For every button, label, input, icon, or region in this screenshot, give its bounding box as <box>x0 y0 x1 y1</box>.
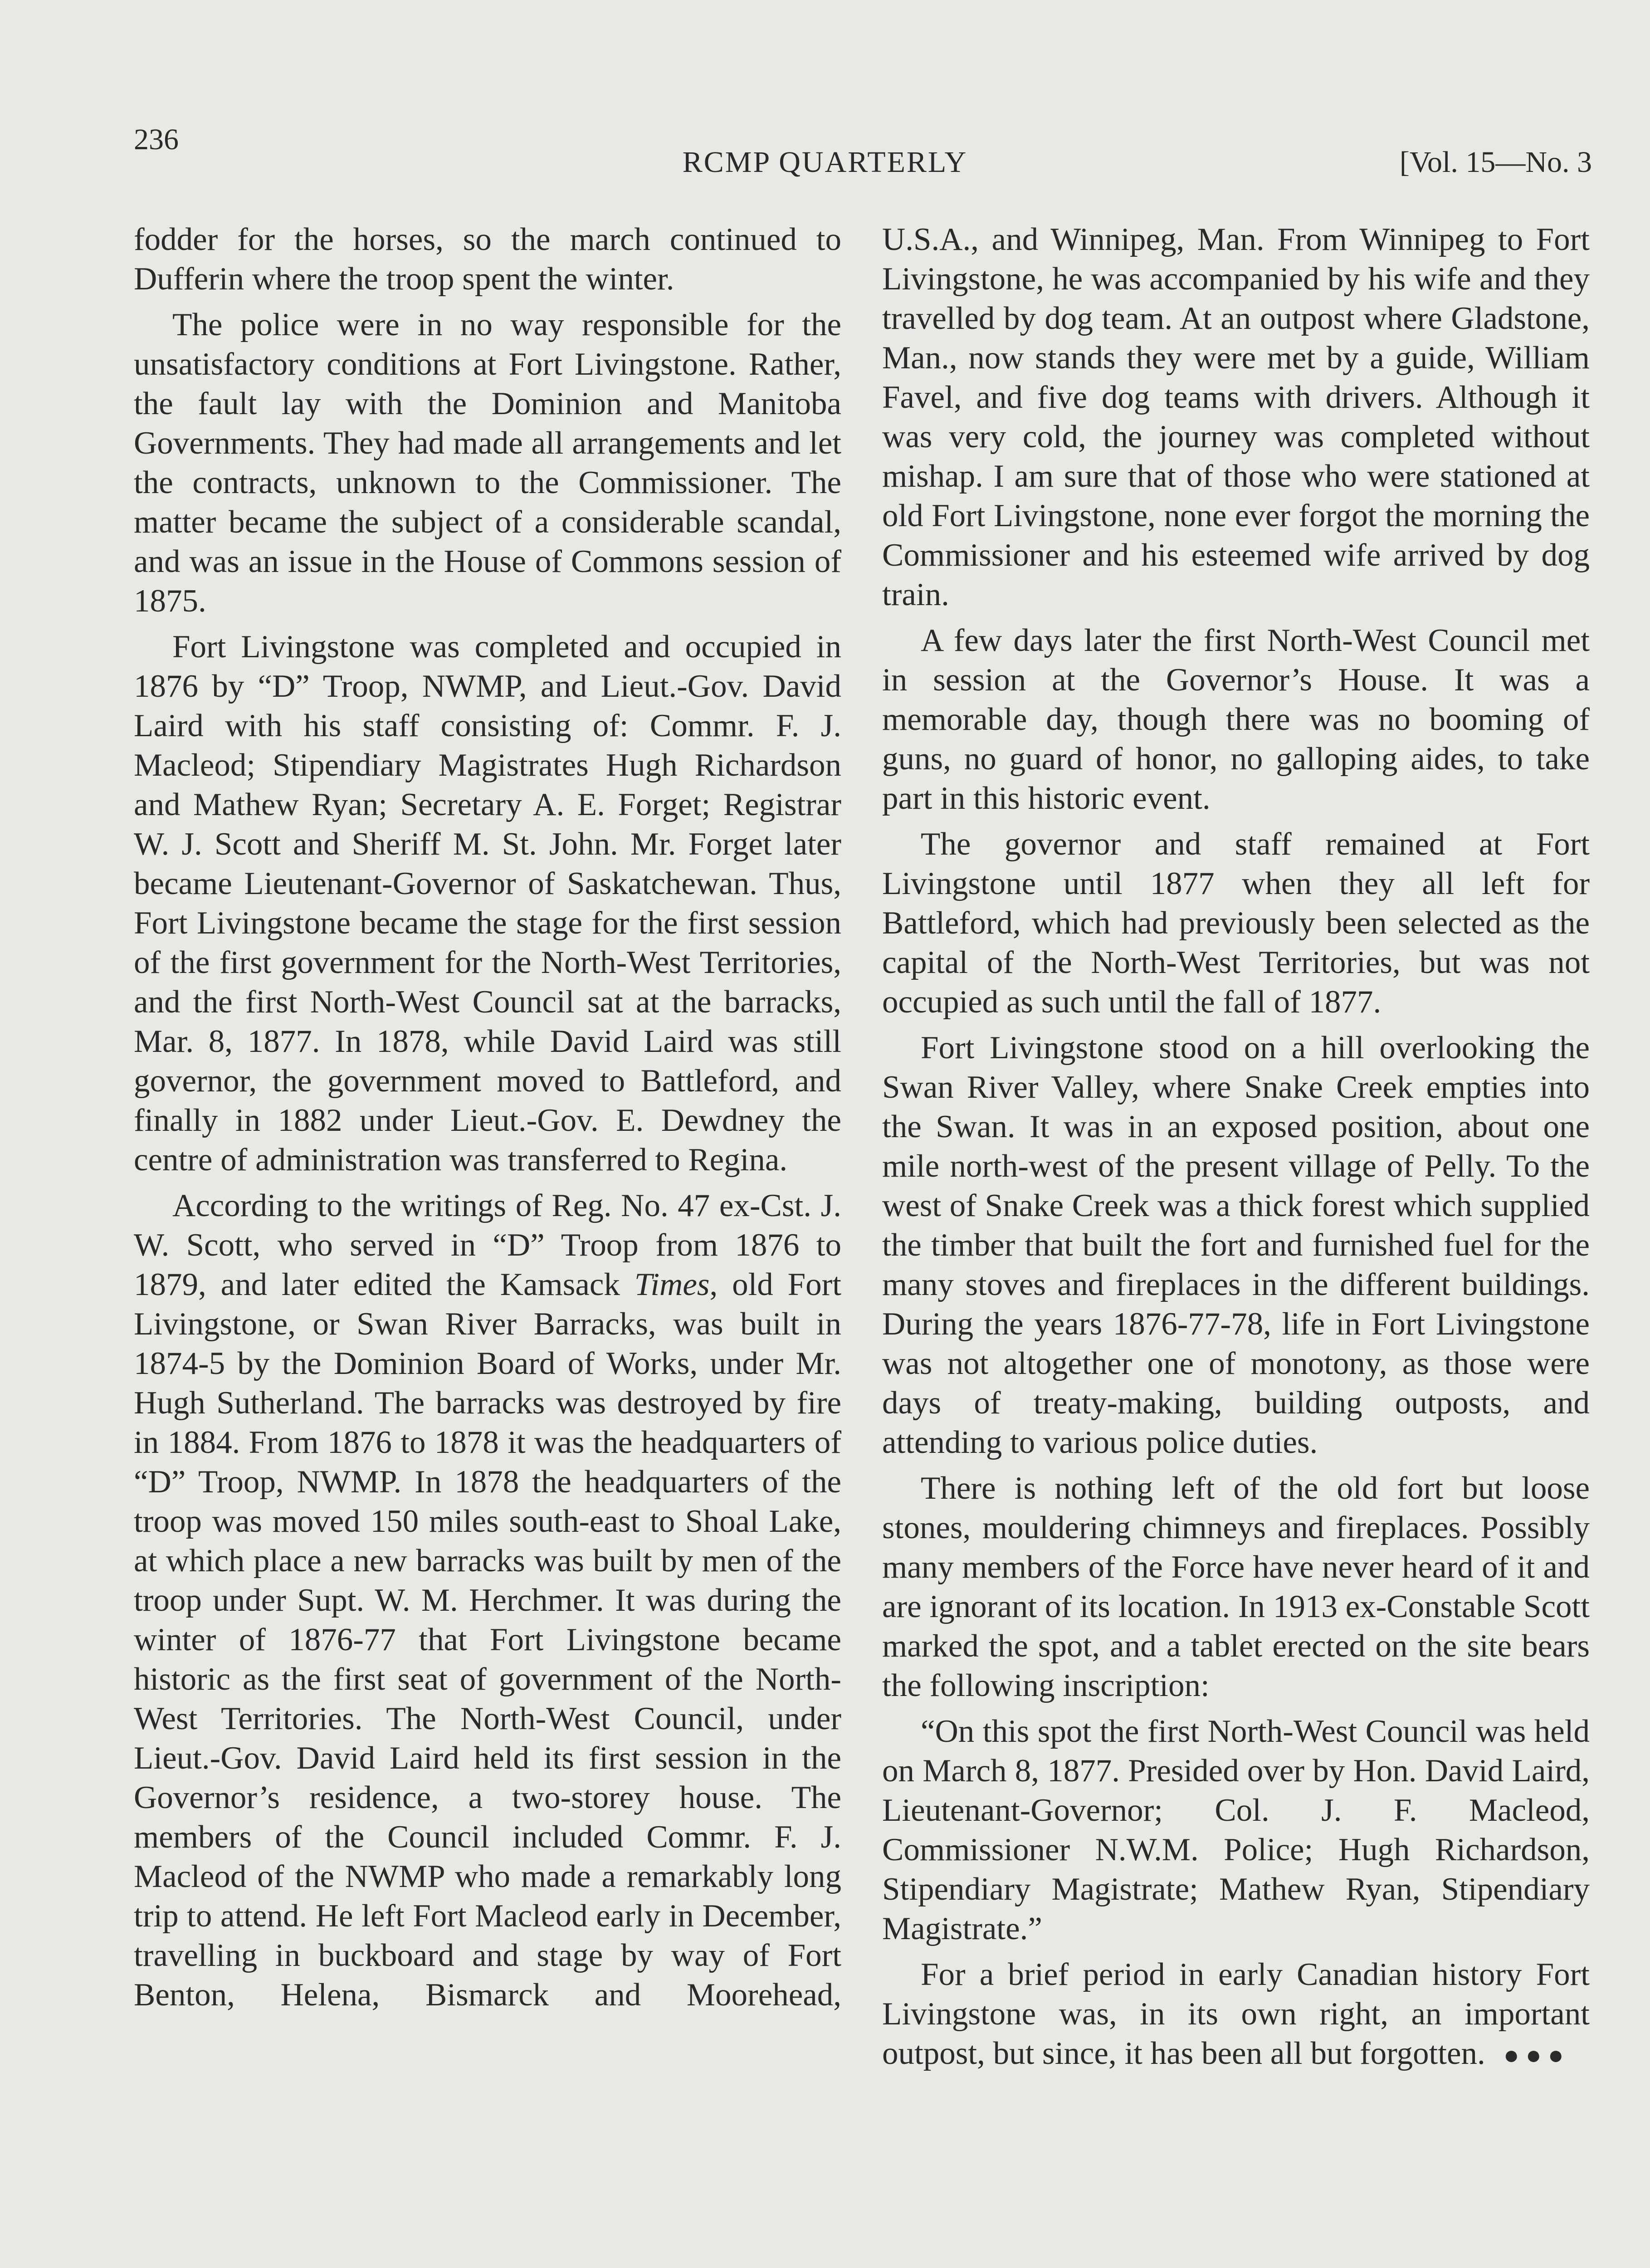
paragraph <box>134 1186 841 2015</box>
right-column <box>882 220 1590 2081</box>
paragraph: A few days later the first North-West Council met in session at the Governor’s House. It was a memorable day, though there was no booming of guns, no guard of honor, no galloping aides, to take part in this historic event. <box>882 623 1590 816</box>
paragraph-text: For a brief period in early Canadian history Fort Livingstone was, in its own right, an important outpost, but since, it has been all but forgotten. <box>882 1957 1590 2071</box>
paragraph: The police were in no way responsible for the unsatisfactory conditions at Fort Livingstone. Rather, the fault lay with the Dominion and Manitoba Governments. They had made all arrangements and let the contracts, unknown to the Commissioner. The matter became the subject of a considerable scandal, and was an issue in the House of Commons session of 1875. <box>134 307 841 619</box>
paragraph: There is nothing left of the old fort but loose stones, mouldering chimneys and fireplaces. Possibly many members of the Force have never heard of it and are ignorant of its location. In 1913 ex-Constable Scott marked the spot, and a tablet erected on the site bears the following inscription: <box>882 1471 1590 1703</box>
inscription-quote: “On this spot the first North-West Council was held on March 8, 1877. Presided over by Hon. David Laird, Lieutenant-Governor; Col. J. F. Macleod, Commissioner N.W.M. Police; Hugh Richardson, Stipendiary Magistrate; Mathew Ryan, Stipendiary Magistrate.” <box>882 1714 1590 1946</box>
paragraph: U.S.A., and Winnipeg, Man. From Winnipeg to Fort Livingstone, he was accompanied by his wife and they travelled by dog team. At an outpost where Gladstone, Man., now stands they were met by a guide, William Favel, and five dog teams with drivers. Although it was very cold, the journey was completed without mishap. I am sure that of those who were stationed at old Fort Livingstone, none ever forgot the morning the Commissioner and his esteemed wife arrived by dog train. <box>882 222 1590 612</box>
paragraph: Fort Livingstone stood on a hill overlooking the Swan River Valley, where Snake Creek empties into the Swan. It was in an exposed position, about one mile north-west of the present village of Pelly. To the west of Snake Creek was a thick forest which supplied the timber that built the fort and furnished fuel for the many stoves and fireplaces in the different buildings. During the years 1876-77-78, life in Fort Livingstone was not altogether one of monotony, as those were days of treaty-making, building outposts, and attending to various police duties. <box>882 1030 1590 1460</box>
volume-issue: [Vol. 15—No. 3 <box>1399 146 1592 179</box>
end-mark: ●●● <box>1503 2040 1570 2070</box>
paragraph: The governor and staff remained at Fort Livingstone until 1877 when they all left for Battleford, which had previously been selected as the capital of the North-West Territories, but was not occupied as such until the fall of 1877. <box>882 826 1590 1020</box>
page-number: 236 <box>134 123 179 156</box>
page-header <box>0 122 1650 177</box>
paragraph: Fort Livingstone was completed and occupied in 1876 by “D” Troop, NWMP, and Lieut.-Gov. David Laird with his staff consisting of: Commr. F. J. Macleod; Stipendiary Magistrates Hugh Richardson and Mathew Ryan; Secretary A. E. Forget; Registrar W. J. Scott and Sheriff M. St. John. Mr. Forget later became Lieutenant-Governor of Saskatchewan. Thus, Fort Livingstone became the stage for the first session of the first government for the North-West Territories, and the first North-West Council sat at the barracks, Mar. 8, 1877. In 1878, while David Laird was still governor, the government moved to Battleford, and finally in 1882 under Lieut.-Gov. E. Dewdney the centre of administration was transferred to Regina. <box>134 629 841 1178</box>
paragraph-text: , old Fort Livingstone, or Swan River Barracks, was built in 1874-5 by the Dominion Board of Works, under Mr. Hugh Sutherland. The barracks was destroyed by fire in 1884. From 1876 to 1878 it was the headquarters of “D” Troop, NWMP. In 1878 the headquarters of the troop was moved 150 miles south-east to Shoal Lake, at which place a new barracks was built by men of the troop under Supt. W. M. Herchmer. It was during the winter of 1876-77 that Fort Livingstone became historic as the first seat of government of the North-West Territories. The North-West Council, under Lieut.-Gov. David Laird held its first session in the Governor’s residence, a two-storey house. The members of the Council included Commr. F. J. Macleod of the NWMP who made a remarkably long trip to attend. He left Fort Macleod early in December, travelling in buckboard and stage by way of Fort Benton, Helena, Bismarck and Moorehead, <box>134 1267 841 2013</box>
left-column <box>134 220 841 2021</box>
journal-title: RCMP QUARTERLY <box>682 146 968 179</box>
paragraph <box>882 1955 1590 2075</box>
newspaper-title: Times <box>634 1267 710 1302</box>
paragraph: fodder for the horses, so the march continued to Dufferin where the troop spent the winter. <box>134 222 841 297</box>
paragraph-text: According to the writings of Reg. No. 47 ex-Cst. J. W. Scott, who served in “D” Troop from 1876 to 1879, and later edited the Kamsack <box>134 1188 841 1302</box>
